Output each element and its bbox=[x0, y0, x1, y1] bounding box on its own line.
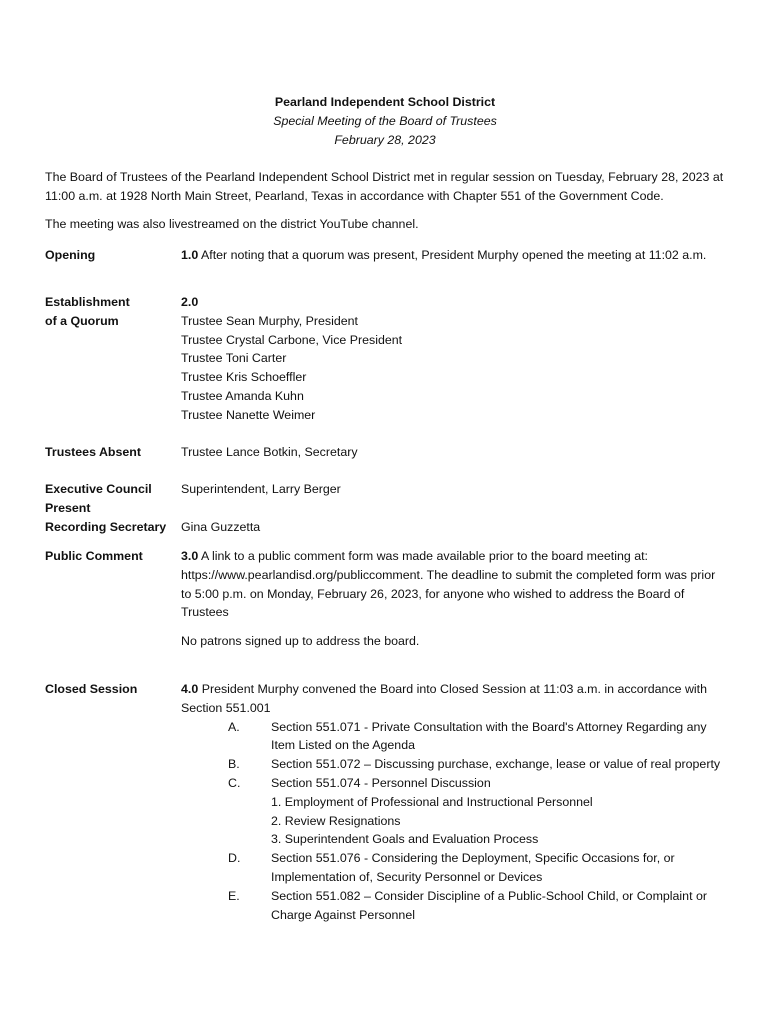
item-letter: C. bbox=[228, 775, 241, 790]
opening-label: Opening bbox=[45, 248, 96, 262]
trustee-item: Trustee Amanda Kuhn bbox=[181, 388, 304, 403]
quorum-content bbox=[181, 293, 721, 425]
trustee-item: Trustee Crystal Carbone, Vice President bbox=[181, 332, 403, 347]
executive-text: Superintendent, Larry Berger bbox=[181, 482, 341, 496]
item-text: Section 551.076 - Considering the Deployment, Specific Occasions for, or Implementation of, Security Personnel or Devices bbox=[271, 851, 675, 884]
meeting-subtitle: Special Meeting of the Board of Trustees bbox=[273, 114, 497, 128]
item-letter: D. bbox=[228, 851, 241, 866]
item-letter: A. bbox=[228, 719, 240, 734]
executive-label-line1: Executive Council bbox=[45, 482, 152, 496]
recording-text: Gina Guzzetta bbox=[181, 520, 261, 534]
trustee-item: Trustee Nanette Weimer bbox=[181, 407, 316, 422]
item-letter: E. bbox=[228, 888, 240, 903]
livestream-note: The meeting was also livestreamed on the district YouTube channel. bbox=[45, 216, 419, 231]
trustee-item: Trustee Kris Schoeffler bbox=[181, 370, 307, 385]
list-item bbox=[181, 718, 721, 756]
item-text: Section 551.072 – Discussing purchase, exchange, lease or value of real property bbox=[271, 757, 721, 772]
document-header bbox=[0, 93, 770, 150]
closed-session-text: President Murphy convened the Board into Closed Session at 11:03 a.m. in accordance with Section 551.001 bbox=[181, 682, 708, 715]
absent-label: Trustees Absent bbox=[45, 445, 141, 459]
sub-item-text: 1. Employment of Professional and Instructional Personnel bbox=[271, 794, 593, 809]
meeting-date: February 28, 2023 bbox=[334, 133, 436, 147]
trustee-item: Trustee Sean Murphy, President bbox=[181, 313, 358, 328]
public-comment-number: 3.0 bbox=[181, 549, 199, 563]
recording-label: Recording Secretary bbox=[45, 520, 167, 534]
item-text: Section 551.074 - Personnel Discussion bbox=[271, 775, 491, 790]
opening-content bbox=[181, 246, 721, 265]
item-letter: B. bbox=[228, 757, 240, 772]
executive-label bbox=[45, 480, 175, 518]
opening-number: 1.0 bbox=[181, 248, 199, 262]
list-item bbox=[181, 849, 721, 887]
item-text: Section 551.082 – Consider Discipline of a Public-School Child, or Complaint or Charge Against Personnel bbox=[271, 888, 707, 922]
closed-session-number: 4.0 bbox=[181, 682, 199, 696]
closed-session-label: Closed Session bbox=[45, 682, 138, 696]
quorum-label-line1: Establishment bbox=[45, 295, 130, 309]
public-comment-label: Public Comment bbox=[45, 549, 143, 563]
sub-item-text: 3. Superintendent Goals and Evaluation Process bbox=[271, 832, 539, 847]
list-item bbox=[181, 755, 721, 774]
list-item bbox=[181, 887, 721, 925]
public-comment-text: A link to a public comment form was made available prior to the board meeting at: https://www.pearlandisd.org/publiccomment. The deadline to submit the completed form was prior to 5:00 p.m. on Monday, February 26, 2023, for anyone who wished to address the Board of Trustees bbox=[181, 549, 716, 620]
public-comment-content bbox=[181, 547, 721, 651]
trustee-item: Trustee Toni Carter bbox=[181, 351, 287, 366]
district-title: Pearland Independent School District bbox=[274, 95, 496, 109]
intro-paragraph: The Board of Trustees of the Pearland Independent School District met in regular session on Tuesday, February 28, 2023 at 11:00 a.m. at 1928 North Main Street, Pearland, Texas in accordance with Chapter 551 of the Government Code. bbox=[45, 170, 724, 203]
item-text: Section 551.071 - Private Consultation with the Board's Attorney Regarding any Item Listed on the Agenda bbox=[271, 719, 707, 753]
sub-item-text: 2. Review Resignations bbox=[271, 813, 401, 828]
closed-session-content bbox=[181, 680, 721, 924]
intro bbox=[45, 168, 735, 233]
quorum-label bbox=[45, 293, 175, 331]
list-item bbox=[181, 774, 721, 849]
quorum-number: 2.0 bbox=[181, 295, 199, 309]
opening-text: After noting that a quorum was present, President Murphy opened the meeting at 11:02 a.m. bbox=[201, 248, 707, 262]
quorum-label-line2: of a Quorum bbox=[45, 313, 119, 328]
public-comment-note: No patrons signed up to address the board. bbox=[181, 634, 420, 649]
executive-label-line2: Present bbox=[45, 500, 91, 515]
absent-text: Trustee Lance Botkin, Secretary bbox=[181, 445, 358, 459]
closed-session-items bbox=[181, 718, 721, 925]
